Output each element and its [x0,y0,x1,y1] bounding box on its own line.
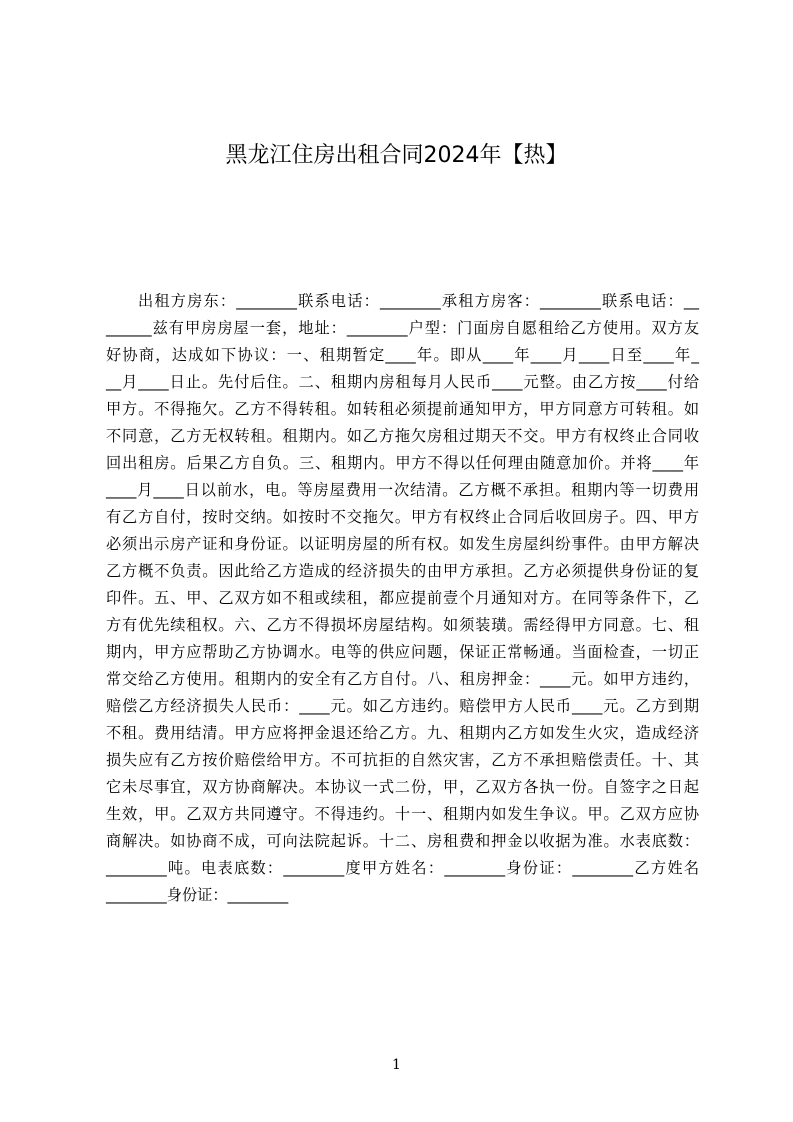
body-line-3: 好协商，达成如下协议：一、租期暂定____年。即从____年____月____日至____年_ [106,346,699,364]
body-line-9: 有乙方自付，按时交纳。如按时不交拖欠。甲方有权终止合同后收回房子。四、甲方 [106,508,699,526]
body-line-10: 必须出示房产证和身份证。以证明房屋的所有权。如发生房屋纠纷事件。由甲方解决 [106,535,699,553]
document-title: 黑龙江住房出租合同2024年【热】 [225,143,568,168]
body-line-12: 印件。五、甲、乙双方如不租或续租，都应提前壹个月通知对方。在同等条件下，乙 [106,589,699,607]
body-line-2: ______兹有甲房房屋一套，地址：________户型：门面房自愿租给乙方使用。双方友 [106,319,699,337]
body-line-21: 商解决。如协商不成，可向法院起诉。十二、房租费和押金以收据为准。水表底数： [106,832,699,850]
body-line-20: 生效，甲。乙双方共同遵守。不得违约。十一、租期内如发生争议。甲。乙双方应协 [106,805,699,823]
body-line-19: 它未尽事宜，双方协商解决。本协议一式二份，甲，乙双方各执一份。自签字之日起 [106,778,699,796]
body-line-13: 方有优先续租权。六、乙方不得损坏房屋结构。如须装璜。需经得甲方同意。七、租 [106,616,699,634]
body-line-18: 损失应有乙方按价赔偿给甲方。不可抗拒的自然灾害，乙方不承担赔偿责任。十、其 [106,751,699,769]
body-line-14: 期内，甲方应帮助乙方协调水。电等的供应问题，保证正常畅通。当面检查，一切正 [106,643,699,661]
body-line-16: 赔偿乙方经济损失人民币：____元。如乙方违约。赔偿甲方人民币____元。乙方到期 [106,697,699,715]
contract-body [106,288,699,909]
body-line-7: 回出租房。后果乙方自负。三、租期内。甲方不得以任何理由随意加价。并将____年 [106,454,699,472]
body-line-5: 甲方。不得拖欠。乙方不得转租。如转租必须提前通知甲方，甲方同意方可转租。如 [106,400,699,418]
body-line-15: 常交给乙方使用。租期内的安全有乙方自付。八、租房押金：____元。如甲方违约， [106,670,699,688]
body-line-6: 不同意，乙方无权转租。租期内。如乙方拖欠房租过期天不交。甲方有权终止合同收 [106,427,699,445]
body-line-17: 不租。费用结清。甲方应将押金退还给乙方。九、租期内乙方如发生火灾，造成经济 [106,724,699,742]
body-line-23: ________身份证：________ [106,886,289,904]
body-line-4: __月____日止。先付后住。二、租期内房租每月人民币____元整。由乙方按____付给 [106,373,699,391]
body-line-22: ________吨。电表底数：________度甲方姓名：________身份证：________乙方姓名 [106,859,699,877]
body-line-1: 出租方房东：________联系电话：________承租方房客：________联系电话：__ [138,292,699,310]
page-number: 1 [392,1057,401,1073]
body-line-8: ____月____日以前水，电。等房屋费用一次结清。乙方概不承担。租期内等一切费用 [106,481,699,499]
body-line-11: 乙方概不负责。因此给乙方造成的经济损失的由甲方承担。乙方必须提供身份证的复 [106,562,699,580]
